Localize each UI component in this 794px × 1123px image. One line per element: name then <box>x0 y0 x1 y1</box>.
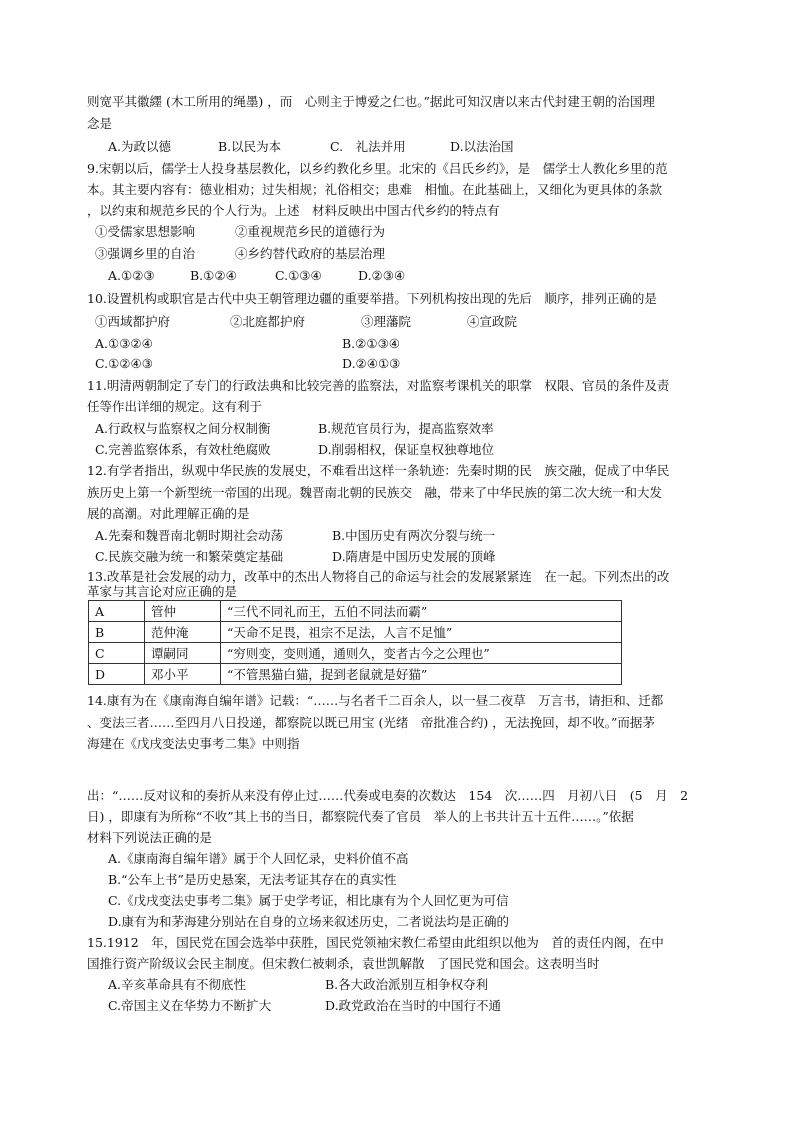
q10-option-b: B.②①③④ <box>342 336 400 351</box>
q8-text-line-1: 则宽平其徽纆 (木工所用的绳墨) ，而 心则主于博爱之仁也。”据此可知汉唐以来古代封建王朝的治国理 <box>87 94 655 109</box>
q14-text-line-1: 14.康有为在《康南海自编年谱》记载：“……与名者千二百余人，以一昼二夜草 万言书，请拒和、迁都 <box>87 693 664 708</box>
q13-text-line-1: 13.改革是社会发展的动力，改革中的杰出人物将自己的命运与社会的发展紧紧连 在一起。下列杰出的改 <box>87 569 670 584</box>
table-cell-reformer: 谭嗣同 <box>145 643 221 664</box>
q12-text-line-3: 展的高潮。对此理解正确的是 <box>87 506 250 521</box>
q10-item-3: ③理藩院 <box>361 314 412 329</box>
table-row <box>89 643 622 664</box>
q15-option-b: B.各大政治派别互相争权夺利 <box>325 977 489 992</box>
q15-option-c: C.帝国主义在华势力不断扩大 <box>108 998 272 1013</box>
q14-option-a: A.《康南海自编年谱》属于个人回忆录，史料价值不高 <box>108 851 409 866</box>
q9-item-3: ③强调乡里的自治 <box>95 246 196 261</box>
q14-text-line-3: 海建在《戊戌变法史事考二集》中则指 <box>87 736 300 751</box>
table-cell-letter: A <box>89 601 145 622</box>
q11-option-d: D.削弱相权，保证皇权独尊地位 <box>318 442 495 457</box>
table-cell-reformer: 邓小平 <box>145 664 221 685</box>
q14-text-line-2: 、变法三者……至四月八日投递，都察院以既已用宝 (光绪 帝批准合约) ，无法挽回，却不收。”而据茅 <box>87 715 655 730</box>
q10-item-1: ①西域都护府 <box>95 314 171 329</box>
table-cell-reformer: 范仲淹 <box>145 622 221 643</box>
q9-option-d: D.②③④ <box>358 268 406 283</box>
q9-option-b: B.①②④ <box>190 268 237 283</box>
table-cell-letter: C <box>89 643 145 664</box>
table-cell-quote: “不管黑猫白猫，捉到老鼠就是好猫” <box>221 664 622 685</box>
q8-option-a: A.为政以德 <box>108 139 172 154</box>
q12-option-c: C.民族交融为统一和繁荣奠定基础 <box>95 549 284 564</box>
q14-option-c: C.《戊戌变法史事考二集》属于史学考证，相比康有为个人回忆更为可信 <box>108 893 509 908</box>
table-cell-letter: D <box>89 664 145 685</box>
q10-item-4: ④宣政院 <box>467 314 518 329</box>
q14-text-line-4: 出：“……反对议和的奏折从来没有停止过……代奏或电奏的次数达 154 次……四 月初八日 (5 月 2 <box>87 788 689 803</box>
q9-text-line-2: 本。其主要内容有：德业相劝；过失相规；礼俗相交；患难 相恤。在此基础上，又细化为更具体的条款 <box>87 182 663 197</box>
q9-item-4: ④乡约替代政府的基层治理 <box>235 246 386 261</box>
q15-option-a: A.辛亥革命具有不彻底性 <box>108 977 247 992</box>
q11-option-c: C.完善监察体系，有效杜绝腐败 <box>95 442 271 457</box>
q12-text-line-2: 族历史上第一个新型统一帝国的出现。魏晋南北朝的民族交 融，带来了中华民族的第二次大统一和大发 <box>87 485 663 500</box>
q8-text-line-2: 念是 <box>87 116 113 131</box>
q15-text-line-1: 15.1912 年，国民党在国会选举中获胜，国民党领袖宋教仁希望由此组织以他为 首的责任内阁，在中 <box>87 935 664 950</box>
q11-option-b: B.规范官员行为，提高监察效率 <box>318 421 494 436</box>
table-row <box>89 622 622 643</box>
q11-option-a: A.行政权与监察权之间分权制衡 <box>95 421 271 436</box>
table-row <box>89 601 622 622</box>
q10-item-2: ②北庭都护府 <box>230 314 306 329</box>
table-cell-quote: “天命不足畏，祖宗不足法，人言不足恤” <box>221 622 622 643</box>
q9-text-line-1: 9.宋朝以后，儒学士人投身基层教化，以乡约教化乡里。北宋的《吕氏乡约》，是 儒学士人教化乡里的范 <box>87 161 668 176</box>
q9-text-line-3: ，以约束和规范乡民的个人行为。上述 材料反映出中国古代乡约的特点有 <box>87 203 500 218</box>
q9-item-1: ①受儒家思想影响 <box>95 224 196 239</box>
q12-text-line-1: 12.有学者指出，纵观中华民族的发展史，不难看出这样一条轨迹：先秦时期的民 族交融，促成了中华民 <box>87 463 670 478</box>
q8-option-d: D.以法治国 <box>450 139 514 154</box>
table-cell-quote: “三代不同礼而王，五伯不同法而霸” <box>221 601 622 622</box>
table-row <box>89 664 622 685</box>
table-cell-quote: “穷则变，变则通，通则久，变者古今之公理也” <box>221 643 622 664</box>
q14-option-b: B.“公车上书”是历史悬案，无法考证其存在的真实性 <box>108 872 397 887</box>
q11-text-line-2: 任等作出详细的规定。这有利于 <box>87 399 263 414</box>
q10-option-a: A.①③②④ <box>95 336 153 351</box>
q11-text-line-1: 11.明清两朝制定了专门的行政法典和比较完善的监察法，对监察考课机关的职掌 权限、官员的条件及责 <box>87 378 670 393</box>
q9-option-a: A.①②③ <box>108 268 155 283</box>
q8-option-c: C. 礼法并用 <box>330 139 406 154</box>
q14-text-line-5: 日) ，即康有为所称“不收”其上书的当日，都察院代奏了官员 举人的上书共计五十五件……。”依据 <box>87 809 634 824</box>
q10-option-c: C.①②④③ <box>95 356 153 371</box>
q8-option-b: B.以民为本 <box>218 139 282 154</box>
q9-item-2: ②重视规范乡民的道德行为 <box>235 224 386 239</box>
q9-option-c: C.①③④ <box>275 268 322 283</box>
q12-option-d: D.隋唐是中国历史发展的顶峰 <box>332 549 496 564</box>
q12-option-a: A.先秦和魏晋南北朝时期社会动荡 <box>95 528 284 543</box>
q12-option-b: B.中国历史有两次分裂与统一 <box>332 528 496 543</box>
q10-text-line-1: 10.设置机构或职官是古代中央王朝管理边疆的重要举措。下列机构按出现的先后 顺序，排列正确的是 <box>87 291 657 306</box>
q15-text-line-2: 国推行资产阶级议会民主制度。但宋教仁被刺杀，袁世凯解散 了国民党和国会。这表明当时 <box>87 956 600 971</box>
q13-answer-table <box>88 600 622 685</box>
q14-text-line-6: 材料下列说法正确的是 <box>87 830 213 845</box>
q14-option-d: D.康有为和茅海建分别站在自身的立场来叙述历史，二者说法均是正确的 <box>108 914 510 929</box>
q13-text-line-2: 革家与其言论对应正确的是 <box>87 584 238 599</box>
q10-option-d: D.②④①③ <box>342 356 401 371</box>
table-cell-letter: B <box>89 622 145 643</box>
table-cell-reformer: 管仲 <box>145 601 221 622</box>
q15-option-d: D.政党政治在当时的中国行不通 <box>325 998 502 1013</box>
